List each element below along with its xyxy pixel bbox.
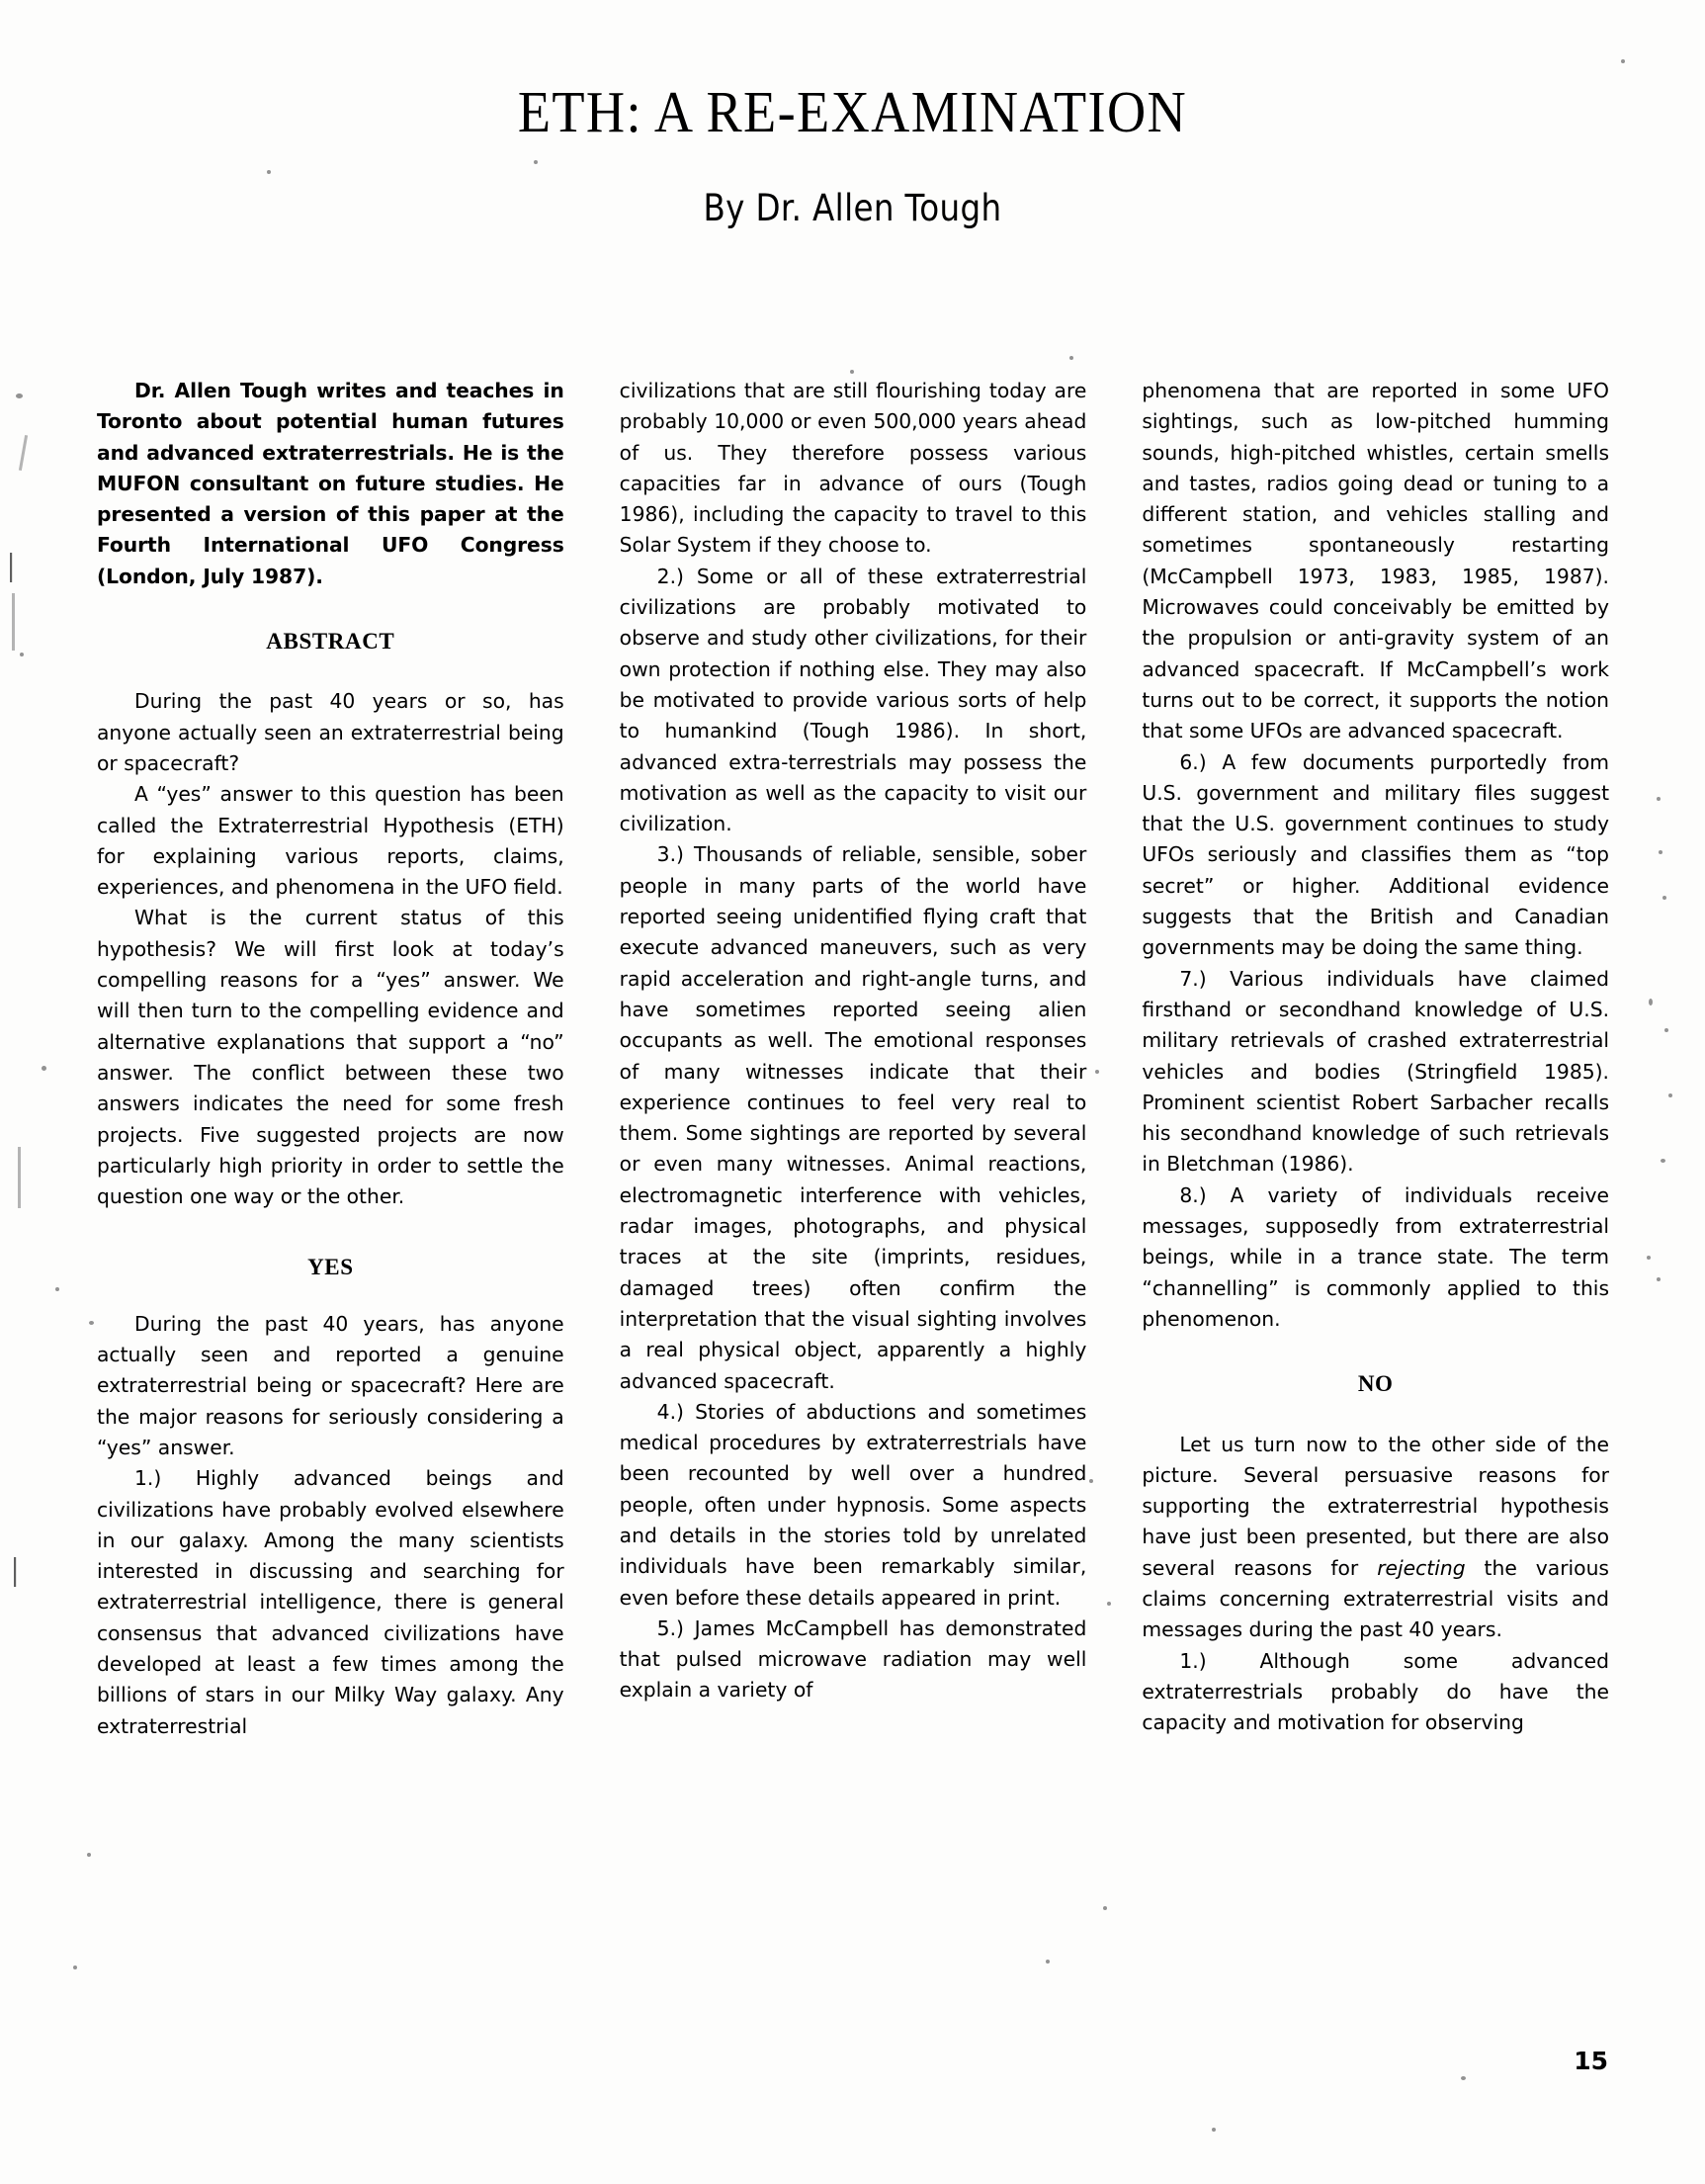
yes-reason-1: 1.) Highly advanced beings and civilizations have probably evolved elsewhere in our galaxy. Among the many scientists interested in discussing and searching for extraterrestrial intelligence, there is general consensus that advanced civilizations have developed at least a few times among the billions of stars in our Milky Way galaxy. Any extraterrestrial [97,1466,564,1738]
yes-reason-5: 5.) James McCampbell has demonstrated that pulsed microwave radiation may well explain a variety of [619,1616,1087,1703]
yes-reason-4: 4.) Stories of abductions and sometimes medical procedures by extraterrestrials have been recounted by well over a hundred people, often under hypnosis. Some aspects and details in the stories told by unrelated individuals have been remarkably similar, even before these details appeared in print. [619,1399,1087,1610]
no-intro-text-a: Let us turn now to the other side of the picture. Several persuasive reasons for supporting the extraterrestrial hypothesis have just been presented, but there are also several reasons for [1142,1432,1610,1580]
abstract-paragraph-1: During the past 40 years or so, has anyone actually seen an extraterrestrial being or spacecraft? [97,689,564,775]
column-2 [620,376,1087,1742]
page-title: ETH: A RE-EXAMINATION [517,79,1188,144]
masthead [0,79,1705,229]
heading-abstract: ABSTRACT [266,629,395,655]
no-intro-text-b: the various claims concerning extraterrestrial visits and messages during the past 40 years. [1142,1555,1610,1642]
column-1 [97,376,564,1742]
yes-reason-6: 6.) A few documents purportedly from U.S. government and military files suggest that the U.S. government continues to study UFOs seriously and classifies them as “top secret” or higher. Additional evidence suggests that the British and Canadian governments may be doing the same thing. [1142,749,1610,960]
article-body [97,376,1609,1742]
yes-reason-1-continued: civilizations that are still flourishing today are probably 10,000 or even 500,000 years ahead of us. They therefore possess various capacities far in advance of ours (Tough 1986), including the capacity to travel to this Solar System if they choose to. [619,379,1087,558]
yes-reason-5-continued: phenomena that are reported in some UFO sightings, such as low-pitched humming sounds, high-pitched whistles, certain smells and tastes, radios going dead or tuning to a different station, and vehicles stalling and sometimes spontaneously restarting (McCampbell 1973, 1983, 1985, 1987). Microwaves could conceivably be emitted by the propulsion or anti-gravity system of an advanced spacecraft. If McCampbell’s work turns out to be correct, it supports the notion that some UFOs are advanced spacecraft. [1142,379,1610,743]
no-intro-emphasis: rejecting [1377,1555,1466,1580]
heading-yes: YES [307,1255,354,1280]
heading-no: NO [1357,1371,1394,1397]
yes-reason-3: 3.) Thousands of reliable, sensible, sober people in many parts of the world have reported seeing unidentified flying craft that execute advanced maneuvers, such as very rapid acceleration and right-angle turns, and have sometimes reported seeing alien occupants as well. The emotional responses of many witnesses indicate that their experience continues to feel very real to them. Some sightings are reported by several or even many witnesses. Animal reactions, electromagnetic interference with vehicles, radar images, photographs, and physical traces at the site (imprints, residues, damaged trees) often confirm the interpretation that the visual sighting involves a real physical object, apparently a highly advanced spacecraft. [619,842,1087,1393]
abstract-paragraph-3: What is the current status of this hypothesis? We will first look at today’s compelling reasons for a “yes” answer. We will then turn to the compelling evidence and alternative explanations that support a “no” answer. The conflict between these two answers indicates the need for some fresh projects. Five suggested projects are now particularly high priority in order to settle the question one way or the other. [97,906,564,1209]
yes-paragraph-intro: During the past 40 years, has anyone actually seen and reported a genuine extraterrestrial being or spacecraft? Here are the major reasons for seriously considering a “yes” answer. [97,1311,564,1459]
byline: By Dr. Allen Tough [703,187,1002,229]
page-number: 15 [1574,2047,1608,2075]
yes-reason-7: 7.) Various individuals have claimed firsthand or secondhand knowledge of U.S. military retrievals of crashed extraterrestrial vehicles and bodies (Stringfield 1985). Prominent scientist Robert Sarbacher recalls his secondhand knowledge of such retrievals in Bletchman (1986). [1142,966,1610,1177]
column-3 [1142,376,1609,1742]
binding-mark-upper: ⎸ [10,550,40,584]
binding-mark-lower: ⎸ [14,1554,43,1589]
no-reason-1: 1.) Although some advanced extraterrestrials probably do have the capacity and motivation for observing [1142,1648,1610,1735]
author-bio: Dr. Allen Tough writes and teaches in Toronto about potential human futures and advanced extraterrestrials. He is the MUFON consultant on future studies. He presented a version of this paper at the Fourth International UFO Congress (London, July 1987). [97,379,564,588]
abstract-paragraph-2: A “yes” answer to this question has been called the Extraterrestrial Hypothesis (ETH) for explaining various reports, claims, experiences, and phenomena in the UFO field. [97,782,564,900]
yes-reason-2: 2.) Some or all of these extraterrestrial civilizations are probably motivated to observe and study other civilizations, for their own protection if nothing else. They may also be motivated to provide various sorts of help to humankind (Tough 1986). In short, advanced extra-terrestrials may possess the motivation as well as the capacity to visit our civilization. [619,564,1087,836]
no-paragraph-intro [1142,1430,1609,1646]
yes-reason-8: 8.) A variety of individuals receive messages, supposedly from extraterrestrial beings, while in a trance state. The term “channelling” is commonly applied to this phenomenon. [1142,1182,1610,1331]
